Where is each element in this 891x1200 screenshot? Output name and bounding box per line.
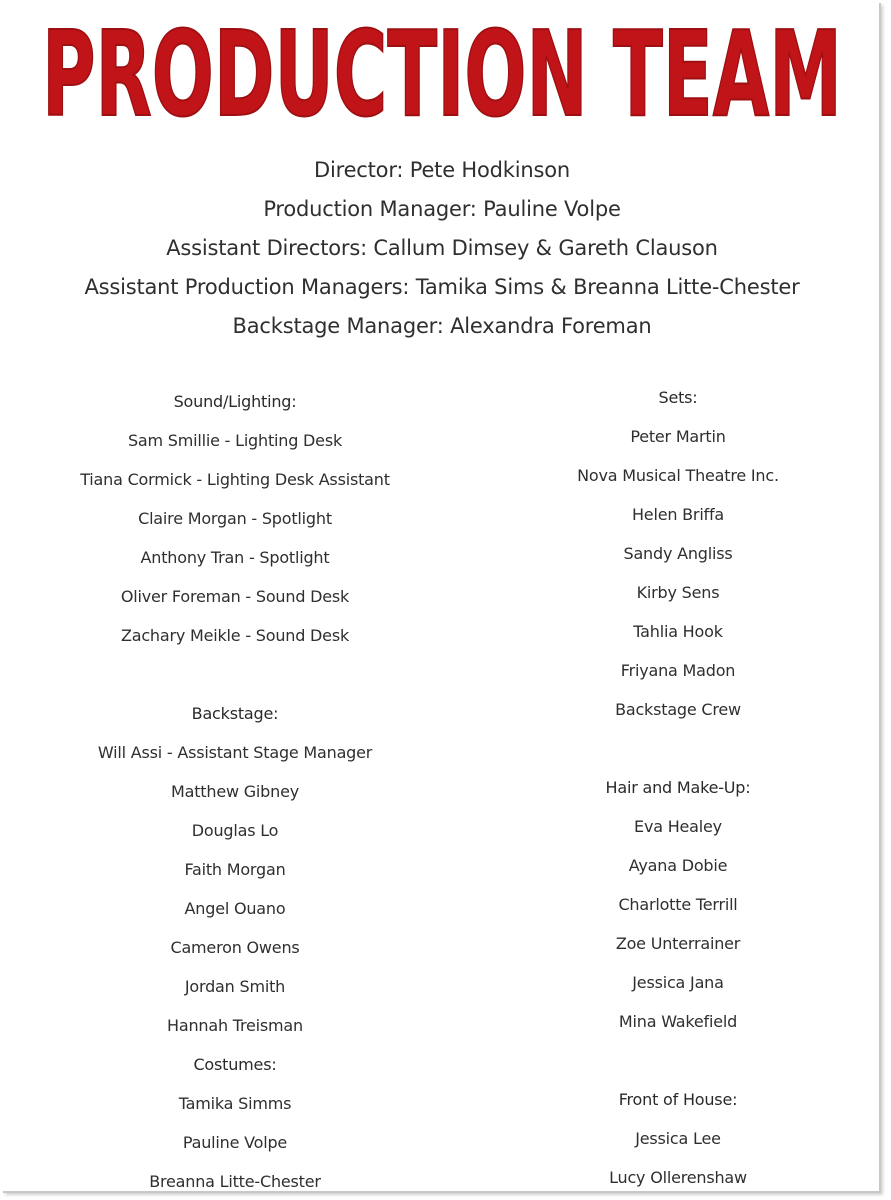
list-item: Jessica Jana [632,973,724,992]
credit-director: Director: Pete Hodkinson [314,158,570,182]
list-item: Will Assi - Assistant Stage Manager [97,743,373,762]
credit-assistant-directors: Assistant Directors: Callum Dimsey & Gareth Clauson [166,236,718,260]
section-heading-front-of-house: Front of House: [618,1090,738,1109]
list-item: Tamika Simms [178,1094,292,1113]
list-item: Faith Morgan [184,860,286,879]
list-item: Oliver Foreman - Sound Desk [120,587,350,606]
title-graphic [3,3,881,133]
list-item: Sam Smillie - Lighting Desk [127,431,343,450]
credit-production-manager: Production Manager: Pauline Volpe [263,197,621,221]
section-heading-hair-makeup: Hair and Make-Up: [605,778,751,797]
list-item: Matthew Gibney [171,782,299,801]
list-item: Jessica Lee [635,1129,721,1148]
page-title [3,3,881,133]
list-item: Douglas Lo [191,821,279,840]
list-item: Tahlia Hook [633,622,723,641]
section-heading-sound-lighting: Sound/Lighting: [173,392,297,411]
list-item: Breanna Litte-Chester [149,1172,321,1191]
credit-backstage-manager: Backstage Manager: Alexandra Foreman [232,314,652,338]
title-text: PRODUCTION TEAM [42,5,842,133]
list-item: Sandy Angliss [623,544,733,563]
list-item: Angel Ouano [184,899,286,918]
document-page [3,3,881,1193]
list-item: Lucy Ollerenshaw [609,1168,747,1187]
list-item: Mina Wakefield [618,1012,738,1031]
list-item: Cameron Owens [170,938,300,957]
list-item: Hannah Treisman [167,1016,303,1035]
right-column [458,378,891,1197]
left-column [15,382,455,1200]
section-heading-backstage: Backstage: [191,704,279,723]
list-item: Eva Healey [634,817,722,836]
list-item: Charlotte Terrill [618,895,738,914]
key-credits [3,151,881,346]
list-item: Zachary Meikle - Sound Desk [120,626,350,645]
list-item: Zoe Unterrainer [615,934,741,953]
list-item: Friyana Madon [620,661,736,680]
list-item: Pauline Volpe [182,1133,288,1152]
list-item: Tiana Cormick - Lighting Desk Assistant [80,470,390,489]
list-item: Helen Briffa [631,505,725,524]
section-heading-sets: Sets: [658,388,698,407]
list-item: Jordan Smith [184,977,286,996]
list-item: Nova Musical Theatre Inc. [577,466,779,485]
list-item: Kirby Sens [636,583,720,602]
list-item: Ayana Dobie [628,856,728,875]
list-item: Anthony Tran - Spotlight [140,548,330,567]
credit-assistant-production-managers: Assistant Production Managers: Tamika Sims & Breanna Litte-Chester [84,275,800,299]
list-item: Claire Morgan - Spotlight [138,509,332,528]
list-item: Peter Martin [630,427,726,446]
list-item: Backstage Crew [615,700,741,719]
section-heading-costumes: Costumes: [193,1055,277,1074]
